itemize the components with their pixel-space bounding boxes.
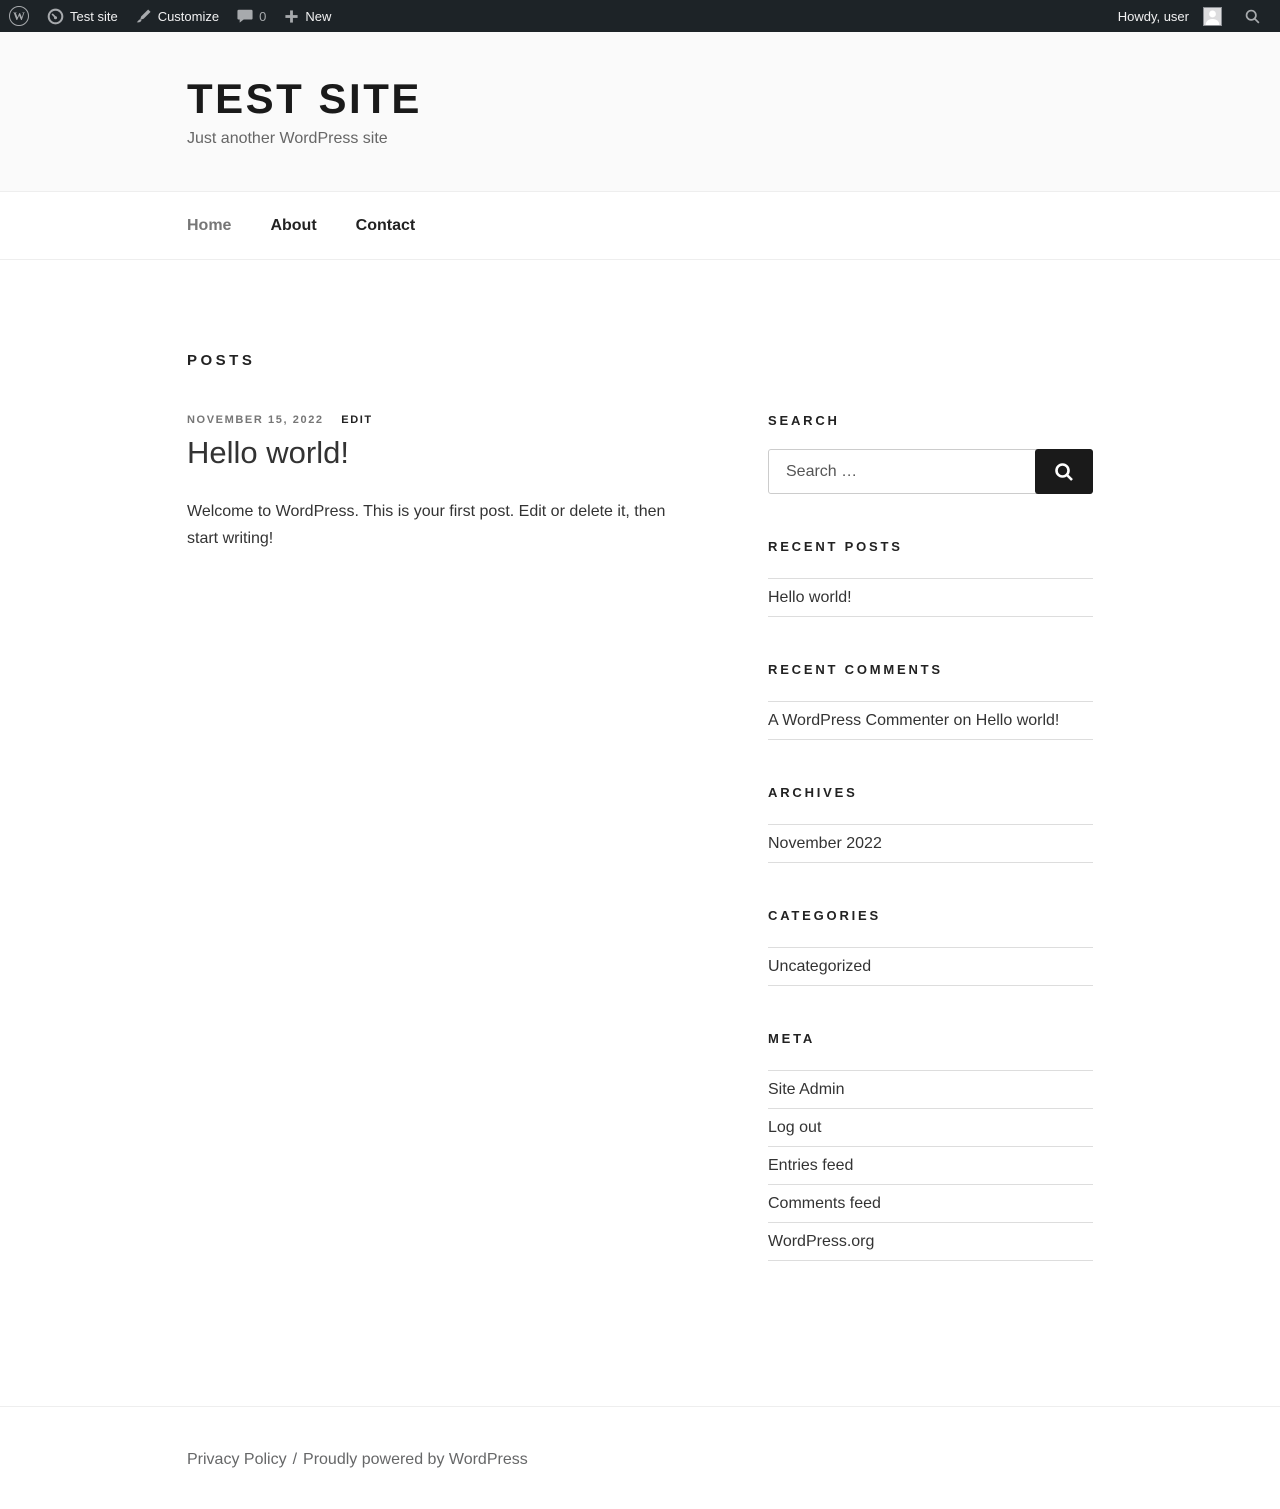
search-widget bbox=[768, 413, 1093, 494]
admin-bar-site-name-label: Test site bbox=[70, 8, 118, 24]
footer-separator: / bbox=[292, 1451, 298, 1469]
admin-bar-right bbox=[1109, 0, 1270, 32]
categories-title: CATEGORIES bbox=[768, 908, 881, 924]
search-widget-title: SEARCH bbox=[768, 413, 840, 429]
admin-bar-site-name[interactable] bbox=[38, 0, 127, 32]
customize-brush-icon bbox=[136, 8, 152, 24]
recent-posts-widget bbox=[768, 539, 1093, 617]
list-item bbox=[768, 1109, 1093, 1147]
sidebar bbox=[768, 413, 1093, 1306]
nav-item-home[interactable]: Home bbox=[187, 217, 232, 235]
archives-title: ARCHIVES bbox=[768, 785, 858, 801]
nav-item-contact[interactable]: Contact bbox=[355, 217, 416, 235]
recent-comments-title: RECENT COMMENTS bbox=[768, 662, 943, 678]
admin-bar-my-account[interactable] bbox=[1109, 0, 1231, 32]
search-button-icon bbox=[1053, 461, 1075, 483]
search-icon bbox=[1244, 8, 1261, 25]
search-submit-button[interactable] bbox=[1035, 449, 1093, 494]
content-area bbox=[187, 260, 1093, 1406]
admin-bar-new-label: New bbox=[305, 8, 332, 24]
admin-bar-search[interactable] bbox=[1235, 0, 1270, 32]
dashboard-icon bbox=[47, 8, 64, 25]
recent-post-link[interactable]: Hello world! bbox=[768, 589, 852, 607]
archives-widget bbox=[768, 785, 1093, 863]
main-navigation bbox=[0, 192, 1280, 260]
avatar bbox=[1203, 7, 1222, 26]
meta-link-log-out[interactable]: Log out bbox=[768, 1119, 822, 1137]
post-title-link[interactable]: Hello world! bbox=[187, 435, 349, 471]
archive-link[interactable]: November 2022 bbox=[768, 835, 882, 853]
post-date[interactable]: NOVEMBER 15, 2022 bbox=[187, 414, 324, 427]
category-link[interactable]: Uncategorized bbox=[768, 958, 872, 976]
meta-link-site-admin[interactable]: Site Admin bbox=[768, 1081, 845, 1099]
meta-link-entries-feed[interactable]: Entries feed bbox=[768, 1157, 854, 1175]
comments-bubble-icon bbox=[237, 8, 253, 24]
admin-bar-new[interactable] bbox=[275, 0, 340, 32]
post-body: Welcome to WordPress. This is your first post. Edit or delete it, then start writing! bbox=[187, 503, 666, 547]
site-footer bbox=[0, 1406, 1280, 1509]
list-item bbox=[768, 1147, 1093, 1185]
list-item bbox=[768, 1185, 1093, 1223]
list-item bbox=[768, 702, 1093, 740]
admin-bar-left bbox=[0, 0, 340, 32]
comment-connector: on bbox=[949, 712, 976, 730]
user-silhouette-icon bbox=[1204, 8, 1221, 25]
site-title[interactable]: TEST SITE bbox=[187, 75, 422, 122]
recent-comments-widget bbox=[768, 662, 1093, 740]
post-meta bbox=[187, 414, 692, 426]
meta-widget bbox=[768, 1031, 1093, 1261]
page-title: POSTS bbox=[187, 352, 256, 370]
meta-title: META bbox=[768, 1031, 816, 1047]
admin-bar bbox=[0, 0, 1280, 32]
search-form bbox=[768, 449, 1093, 494]
categories-widget bbox=[768, 908, 1093, 986]
site-tagline: Just another WordPress site bbox=[187, 130, 388, 148]
howdy-label: Howdy, user bbox=[1117, 8, 1189, 24]
list-item bbox=[768, 579, 1093, 617]
meta-link-comments-feed[interactable]: Comments feed bbox=[768, 1195, 881, 1213]
wordpress-logo-icon: W bbox=[9, 6, 29, 26]
admin-bar-comments[interactable] bbox=[228, 0, 275, 32]
recent-posts-title: RECENT POSTS bbox=[768, 539, 903, 555]
nav-item-about[interactable]: About bbox=[270, 217, 317, 235]
wp-logo-menu[interactable] bbox=[0, 0, 38, 32]
comment-post-link[interactable]: Hello world! bbox=[975, 712, 1060, 730]
privacy-policy-link[interactable]: Privacy Policy bbox=[187, 1451, 287, 1469]
meta-link-wordpress-org[interactable]: WordPress.org bbox=[768, 1233, 875, 1251]
list-item bbox=[768, 825, 1093, 863]
admin-bar-customize[interactable] bbox=[127, 0, 228, 32]
posts-column bbox=[187, 352, 692, 1306]
post-article bbox=[187, 414, 692, 552]
list-item bbox=[768, 1223, 1093, 1261]
comment-author-link[interactable]: A WordPress Commenter bbox=[768, 712, 950, 730]
list-item bbox=[768, 1071, 1093, 1109]
comments-count-badge: 0 bbox=[259, 8, 267, 24]
plus-icon bbox=[284, 9, 299, 24]
list-item bbox=[768, 948, 1093, 986]
powered-by-link[interactable]: Proudly powered by WordPress bbox=[303, 1451, 528, 1469]
post-edit-link[interactable]: EDIT bbox=[341, 414, 373, 427]
admin-bar-customize-label: Customize bbox=[157, 8, 220, 24]
site-header bbox=[0, 32, 1280, 192]
